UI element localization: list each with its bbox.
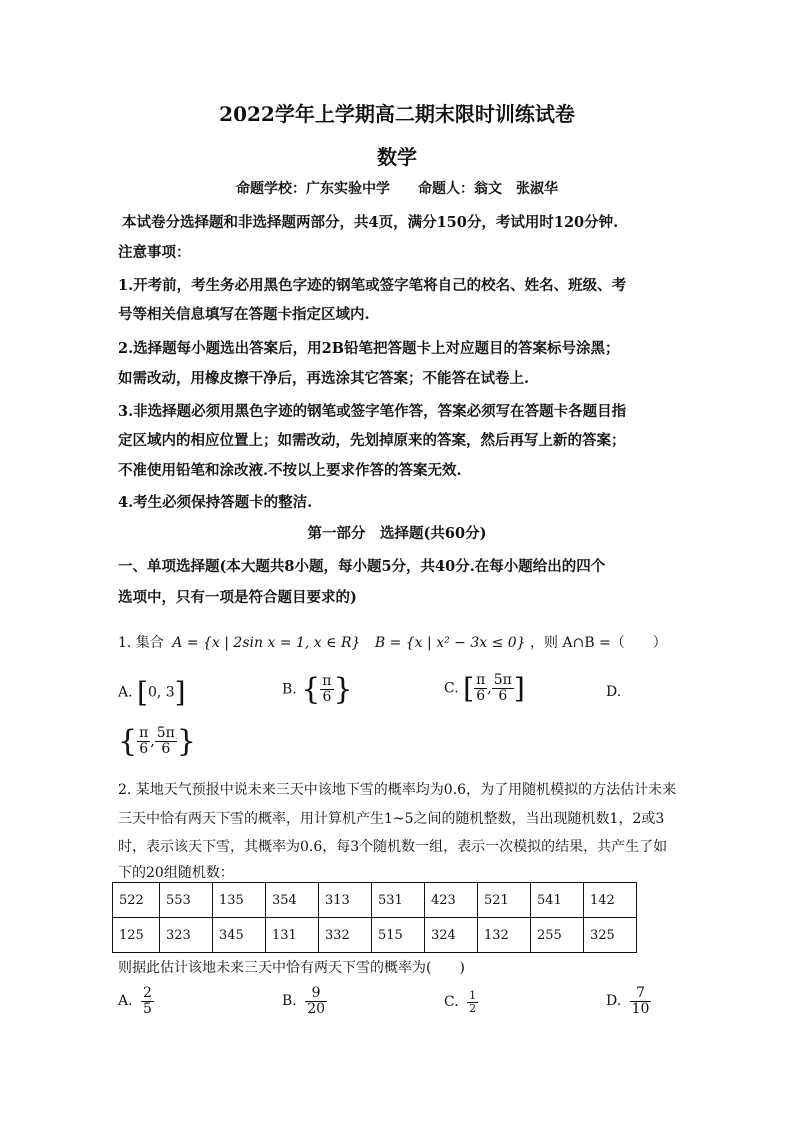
table-row bbox=[113, 918, 637, 953]
q2-option-c bbox=[444, 990, 478, 1014]
q2-option-b-num: 9 bbox=[311, 985, 321, 1001]
q1-option-d-label: D. bbox=[606, 684, 622, 700]
q1-option-a: A. [0, 3] bbox=[118, 676, 186, 709]
table-cell: 132 bbox=[478, 918, 531, 953]
part1-heading: 第一部分 选择题(共60分) bbox=[307, 525, 487, 542]
q1-option-d: { $\frac{\pi}{6}$ , $\frac{5\pi}{6}$ } bbox=[118, 724, 196, 759]
q2-option-a-num: 2 bbox=[143, 985, 152, 1001]
q2-option-b-label: B. bbox=[282, 993, 297, 1010]
q2-option-c-num: 1 bbox=[469, 989, 477, 1002]
q2-option-b bbox=[282, 986, 327, 1016]
q2-line2: 三天中恰有两天下雪的概率，用计算机产生1~5之间的随机整数，当出现随机数1，2或3 bbox=[118, 811, 665, 827]
table-cell: 332 bbox=[319, 918, 372, 953]
q1-option-d-num1: π bbox=[139, 725, 149, 742]
table-cell: 142 bbox=[584, 883, 637, 918]
q2-option-c-den: 2 bbox=[469, 1001, 477, 1015]
q1-option-d-num2: 5π bbox=[156, 725, 175, 742]
notice-item-2-line2: 如需改动，用橡皮擦干净后，再选涂其它答案；不能答在试卷上. bbox=[118, 370, 530, 387]
q2-option-a-label: A. bbox=[118, 993, 133, 1010]
table-cell: 135 bbox=[213, 883, 266, 918]
q1-option-b-label: B. bbox=[282, 681, 297, 698]
q1-stem bbox=[118, 632, 667, 652]
q1-suffix: ，则 A∩B =（ ） bbox=[530, 635, 667, 651]
q2-option-a bbox=[118, 986, 154, 1016]
q1-option-b-den: 6 bbox=[320, 689, 333, 705]
q1-option-b-num: π bbox=[322, 673, 332, 690]
random-number-table bbox=[112, 882, 637, 953]
table-cell: 131 bbox=[266, 918, 319, 953]
table-cell: 541 bbox=[531, 883, 584, 918]
author-line: 命题学校：广东实验中学 命题人：翁文 张淑华 bbox=[236, 181, 558, 197]
table-cell: 323 bbox=[160, 918, 213, 953]
notice-item-2-line1: 2.选择题每小题选出答案后，用2B铅笔把答题卡上对应题目的答案标号涂黑； bbox=[118, 340, 620, 357]
q2-option-c-label: C. bbox=[444, 994, 459, 1011]
table-cell: 515 bbox=[372, 918, 425, 953]
table-cell: 255 bbox=[531, 918, 584, 953]
table-cell: 521 bbox=[478, 883, 531, 918]
table-cell: 325 bbox=[584, 918, 637, 953]
exam-title: 2022学年上学期高二期末限时训练试卷 bbox=[219, 102, 575, 126]
q2-line1: 2. 某地天气预报中说未来三天中该地下雪的概率均为0.6，为了用随机模拟的方法估计未来 bbox=[118, 782, 677, 798]
table-cell: 423 bbox=[425, 883, 478, 918]
q1-option-c-num1: π bbox=[476, 672, 486, 689]
table-cell: 522 bbox=[113, 883, 160, 918]
q1-option-b: B. { $\frac{\pi}{6}$ } bbox=[282, 672, 353, 707]
q1-prefix: 1. 集合 bbox=[118, 635, 164, 651]
exam-subject: 数学 bbox=[377, 145, 417, 169]
table-cell: 354 bbox=[266, 883, 319, 918]
q1-set-a: A = {x | 2sin x = 1, x ∈ R} bbox=[172, 635, 361, 651]
q2-line3: 时，表示该天下雪，其概率为0.6，每3个随机数一组，表示一次模拟的结果，共产生了如 bbox=[118, 839, 668, 855]
notice-item-3-line1: 3.非选择题必须用黑色字迹的钢笔或签字笔作答，答案必须写在答题卡各题目指 bbox=[118, 403, 627, 420]
table-cell: 531 bbox=[372, 883, 425, 918]
q1-option-c: C. [ $\frac{\pi}{6}$ , $\frac{5\pi}{6}$ ] bbox=[444, 672, 525, 705]
q2-option-d-num: 7 bbox=[636, 985, 646, 1001]
notice-item-1-line2: 号等相关信息填写在答题卡指定区域内. bbox=[118, 306, 370, 323]
notice-title: 注意事项： bbox=[118, 244, 191, 261]
q2-line4: 下的20组随机数： bbox=[118, 865, 234, 881]
q2-option-b-den: 20 bbox=[307, 1000, 326, 1017]
q1-option-d-den1: 6 bbox=[137, 741, 150, 757]
q1-option-c-den1: 6 bbox=[474, 688, 487, 704]
table-row bbox=[113, 883, 637, 918]
table-cell: 553 bbox=[160, 883, 213, 918]
q1-option-c-label: C. bbox=[444, 680, 459, 697]
q1-set-b: B = {x | x² − 3x ≤ 0} bbox=[374, 635, 526, 651]
q1-option-c-num2: 5π bbox=[493, 672, 512, 689]
q1-option-a-label: A. bbox=[118, 684, 133, 701]
q2-option-a-den: 5 bbox=[143, 1000, 152, 1017]
notice-item-1-line1: 1.开考前，考生务必用黑色字迹的钢笔或签字笔将自己的校名、姓名、班级、考 bbox=[118, 277, 627, 294]
q1-option-a-value: 0, 3 bbox=[147, 684, 175, 701]
intro-line: 本试卷分选择题和非选择题两部分，共4页，满分150分，考试用时120分钟. bbox=[122, 214, 619, 231]
section-heading-line1: 一、单项选择题(本大题共8小题，每小题5分，共40分.在每小题给出的四个 bbox=[118, 558, 606, 575]
table-cell: 345 bbox=[213, 918, 266, 953]
notice-item-3-line2: 定区域内的相应位置上；如需改动，先划掉原来的答案，然后再写上新的答案； bbox=[118, 432, 626, 449]
table-cell: 125 bbox=[113, 918, 160, 953]
q2-option-d bbox=[606, 986, 651, 1016]
notice-item-4: 4.考生必须保持答题卡的整洁. bbox=[118, 494, 313, 511]
q1-option-d-den2: 6 bbox=[155, 741, 177, 757]
table-cell: 324 bbox=[425, 918, 478, 953]
q2-option-d-label: D. bbox=[606, 993, 622, 1010]
q2-question: 则据此估计该地未来三天中恰有两天下雪的概率为( ) bbox=[118, 960, 465, 976]
q2-option-d-den: 10 bbox=[631, 1000, 650, 1017]
notice-item-3-line3: 不准使用铅笔和涂改液.不按以上要求作答的答案无效. bbox=[118, 462, 462, 479]
section-heading-line2: 选项中，只有一项是符合题目要求的) bbox=[118, 589, 357, 606]
q1-option-c-den2: 6 bbox=[492, 688, 514, 704]
table-cell: 313 bbox=[319, 883, 372, 918]
